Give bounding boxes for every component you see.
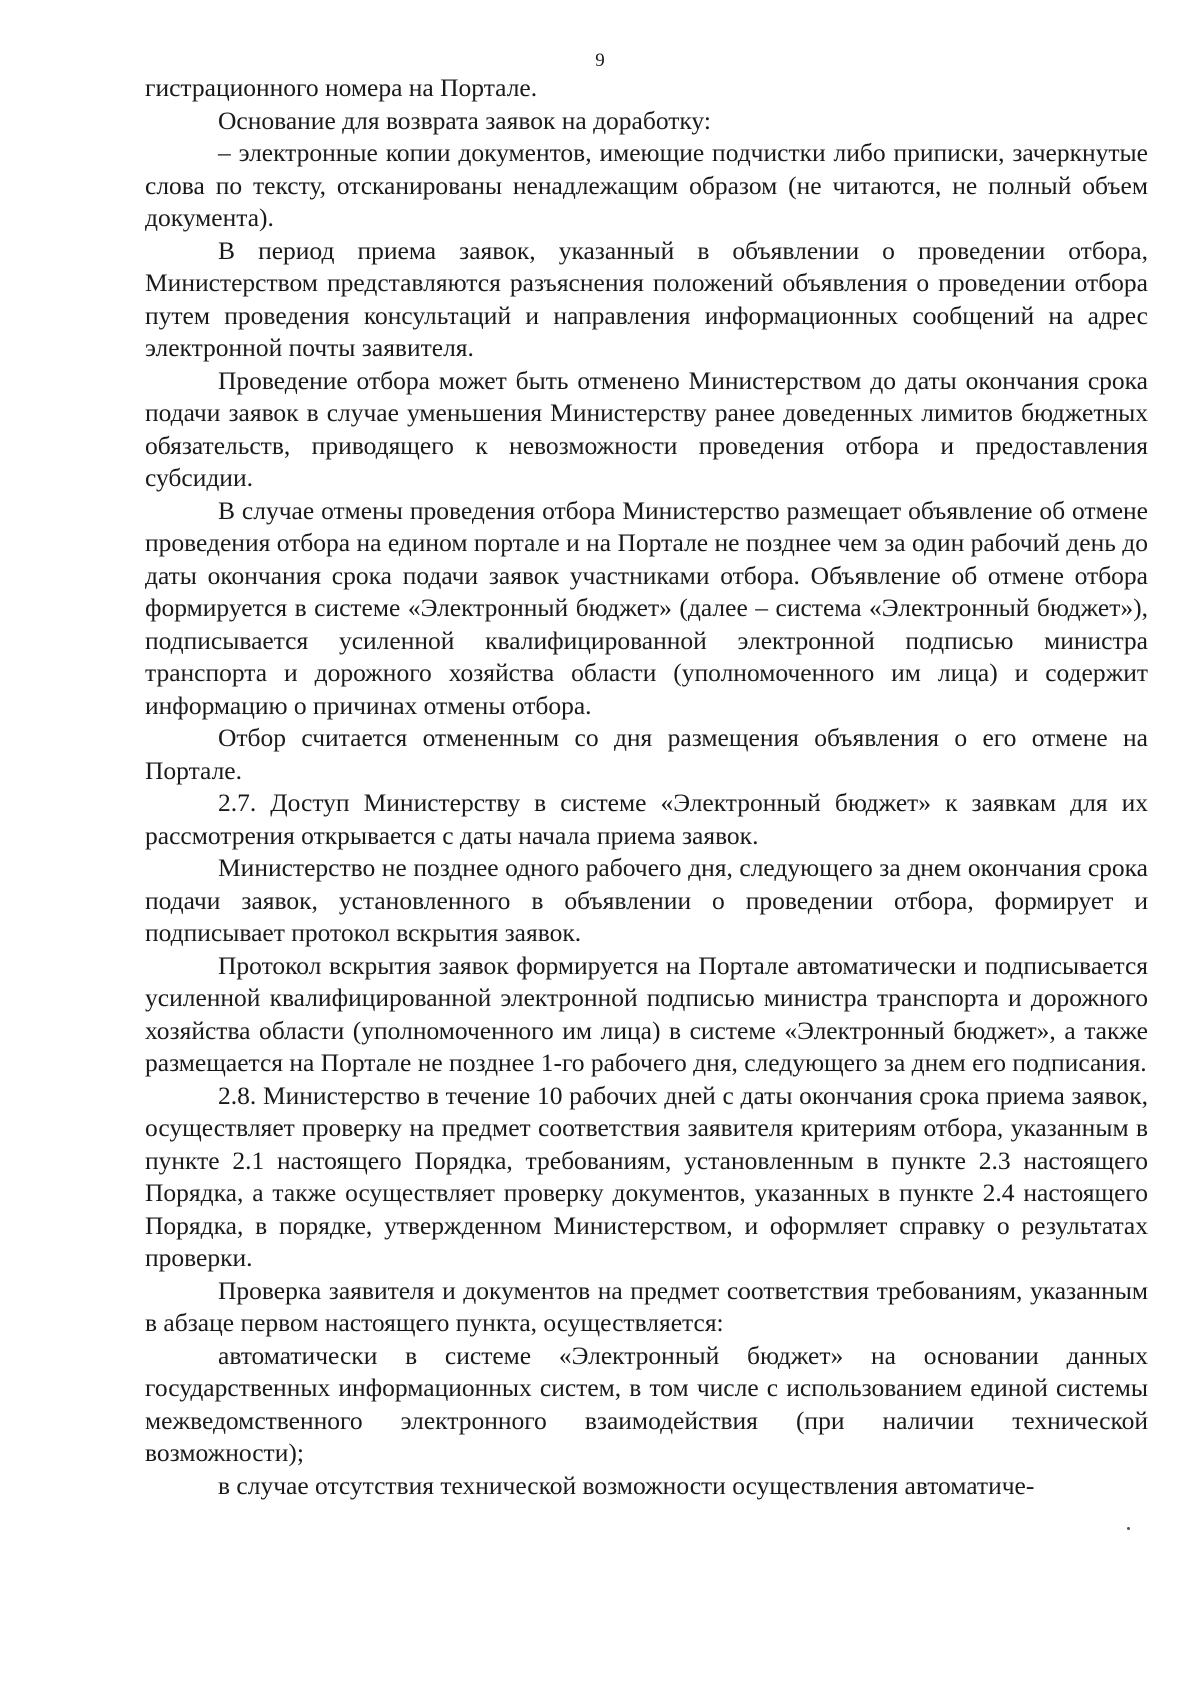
paragraph: Протокол вскрытия заявок формируется на Портале автоматически и подписывается усиленной квалифицированной электронной подписью министра транспорта и дорожного хозяйства области (уполномоченного им лица) в системе «Электронный бюджет», а также размещается на Портале не позднее 1-го рабочего дня, следующего за днем его подписания.	[145, 950, 1148, 1077]
document-body	[145, 72, 1148, 1502]
paragraph: Проверка заявителя и документов на предмет соответствия требованиям, указанным в абзаце первом настоящего пункта, осуществляется:	[145, 1275, 1148, 1337]
paragraph: В случае отмены проведения отбора Министерство размещает объявление об отмене проведения отбора на едином портале и на Портале не позднее чем за один рабочий день до даты окончания срока подачи заявок участниками отбора. Объявление об отмене отбора формируется в системе «Электронный бюджет» (далее – система «Электронный бюджет»), подписывается усиленной квалифицированной электронной подписью министра транспорта и дорожного хозяйства области (уполномоченного им лица) и содержит информацию о причинах отмены отбора.	[145, 495, 1148, 720]
paragraph: Отбор считается отмененным со дня размещения объявления о его отмене на Портале.	[145, 723, 1148, 785]
paragraph: 2.8. Министерство в течение 10 рабочих дней с даты окончания срока приема заявок, осуществляет проверку на предмет соответствия заявителя критериям отбора, указанным в пункте 2.1 настоящего Порядка, требованиям, установленным в пункте 2.3 настоящего Порядка, а также осуществляет проверку документов, указанных в пункте 2.4 настоящего Порядка, в порядке, утвержденном Министерством, и оформляет справку о результатах проверки.	[145, 1080, 1148, 1272]
scan-speck	[1127, 1527, 1130, 1530]
paragraph: Проведение отбора может быть отменено Министерством до даты окончания срока подачи заявок в случае уменьшения Министерству ранее доведенных лимитов бюджетных обязательств, приводящего к невозможности проведения отбора и предоставления субсидии.	[145, 365, 1148, 492]
paragraph: Министерство не позднее одного рабочего дня, следующего за днем окончания срока подачи заявок, установленного в объявлении о проведении отбора, формирует и подписывает протокол вскрытия заявок.	[145, 853, 1148, 947]
paragraph: В период приема заявок, указанный в объявлении о проведении отбора, Министерством представляются разъяснения положений объявления о проведении отбора путем проведения консультаций и направления информационных сообщений на адрес электронной почты заявителя.	[145, 235, 1148, 362]
paragraph: в случае отсутствия технической возможности осуществления автоматиче-	[218, 1470, 1035, 1500]
paragraph: Основание для возврата заявок на доработку:	[218, 105, 711, 135]
paragraph: гистрационного номера на Портале.	[145, 73, 538, 102]
page-number: 9	[595, 50, 605, 71]
paragraph: – электронные копии документов, имеющие подчистки либо приписки, зачеркнутые слова по тексту, отсканированы ненадлежащим образом (не читаются, не полный объем документа).	[145, 138, 1148, 232]
paragraph: автоматически в системе «Электронный бюджет» на основании данных государственных информационных систем, в том числе с использованием единой системы межведомственного электронного взаимодействия (при наличии технической возможности);	[145, 1340, 1148, 1467]
paragraph: 2.7. Доступ Министерству в системе «Электронный бюджет» к заявкам для их рассмотрения открывается с даты начала приема заявок.	[145, 788, 1148, 850]
